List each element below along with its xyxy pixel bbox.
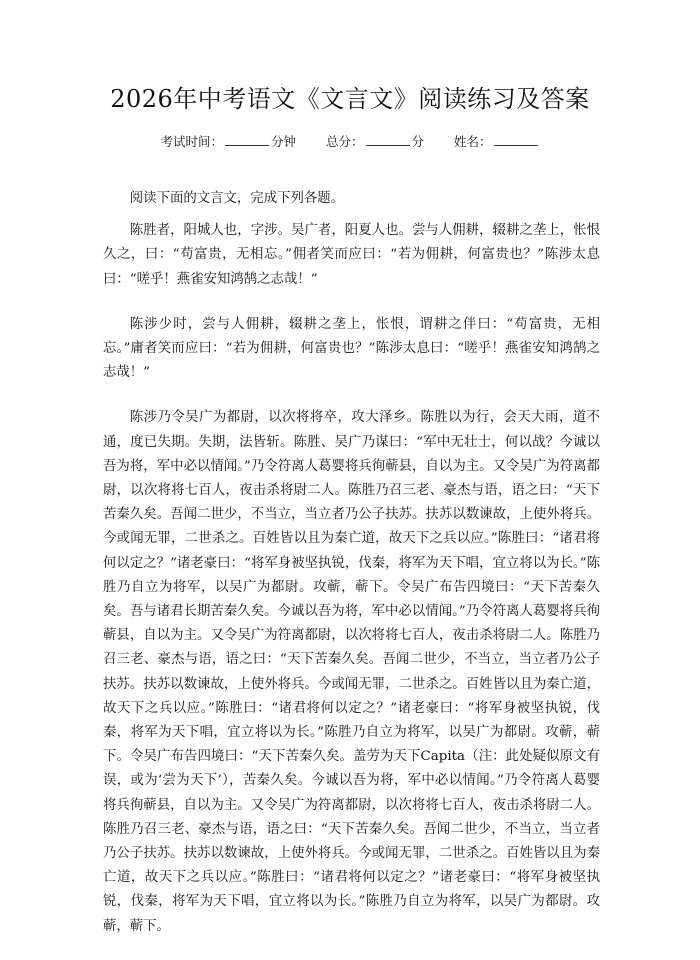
exam-time-label: 考试时间： (160, 134, 223, 149)
instruction-paragraph: 阅读下面的文言文，完成下列各题。 (129, 191, 345, 206)
exam-time-field (160, 133, 296, 151)
exam-info-line (0, 133, 700, 151)
total-score-label: 总分： (325, 134, 364, 149)
document-title: 2026年中考语文《文言文》阅读练习及答案 (110, 85, 590, 113)
passage-paragraph-2: 陈涉少时，尝与人佣耕，辍耕之垄上，怅恨，谓耕之伴曰：“苟富贵，无相忘。”庸者笑而应曰：“若为佣耕，何富贵也？”陈涉太息曰：“嗟乎！燕雀安知鸿鹄之志哉！” (103, 316, 600, 381)
exam-time-unit: 分钟 (270, 134, 296, 149)
exam-time-blank (225, 133, 269, 146)
student-name-field (454, 133, 540, 151)
total-score-field (326, 133, 424, 151)
passage-paragraph-3: 陈涉乃令吴广为都尉，以次将将卒，攻大泽乡。陈胜以为行，会天大雨，道不通，度已失期。失期，法皆斩。陈胜、吴广乃谋曰：“军中无壮士，何以战？今诚以吾为将，军中必以情闻。”乃令符离人葛婴将兵徇蕲县，自以为主。又令吴广为符离都尉，以次将将七百人，夜击杀将尉二人。陈胜乃召三老、豪杰与语，语之曰：“天下苦秦久矣。吾闻二世少，不当立，当立者乃公子扶苏。扶苏以数谏故，上使外将兵。今或闻无罪，二世杀之。百姓皆以且为秦亡道，故天下之兵以应。”陈胜曰：“诸君将何以定之？”诸老豪曰：“将军身被坚执锐，伐秦，将军为天下唱，宜立将以为长。”陈胜乃自立为将军，以吴广为都尉。攻蕲，蕲下。令吴广布告四境曰：“天下苦秦久矣。吾与诸君长期苦秦久矣。今诚以吾为将，军中必以情闻。”乃令符离人葛婴将兵徇蕲县，自以为主。又令吴广为符离都尉，以次将将七百人，夜击杀将尉二人。陈胜乃召三老、豪杰与语，语之曰：“天下苦秦久矣。吾闻二世少，不当立，当立者乃公子扶苏。扶苏以数谏故，上使外将兵。今或闻无罪，二世杀之。百姓皆以且为秦亡道，故天下之兵以应。”陈胜曰：“诸君将何以定之？”诸老豪曰：“将军身被坚执锐，伐秦，将军为天下唱，宜立将以为长。”陈胜乃自立为将军，以吴广为都尉。攻蕲，蕲下。令吴广布告四境曰：“天下苦秦久矣。盖劳为天下Capita（注：此处疑似原文有误，或为‘尝为天下’），苦秦久矣。今诚以吾为将，军中必以情闻。”乃令符离人葛婴将兵徇蕲县，自以为主。又令吴广为符离都尉，以次将将七百人，夜击杀将尉二人。陈胜乃召三老、豪杰与语，语之曰：“天下苦秦久矣。吾闻二世少，不当立，当立者乃公子扶苏。扶苏以数谏故，上使外将兵。今或闻无罪，二世杀之。百姓皆以且为秦亡道，故天下之兵以应。”陈胜曰：“诸君将何以定之？”诸老豪曰：“将军身被坚执锐，伐秦，将军为天下唱，宜立将以为长。”陈胜乃自立为将军，以吴广为都尉。攻蕲，蕲下。 (103, 410, 600, 934)
total-score-blank (366, 133, 410, 146)
passage-paragraph-1: 陈胜者，阳城人也，字涉。吴广者，阳夏人也。尝与人佣耕，辍耕之垄上，怅恨久之，曰：“苟富贵，无相忘。”佣者笑而应曰：“若为佣耕，何富贵也？”陈涉太息曰：“嗟乎！燕雀安知鸿鹄之志哉！” (103, 223, 600, 287)
passage-body (103, 187, 600, 960)
total-score-unit: 分 (411, 134, 425, 149)
student-name-blank (494, 133, 538, 146)
student-name-label: 姓名： (454, 134, 492, 149)
